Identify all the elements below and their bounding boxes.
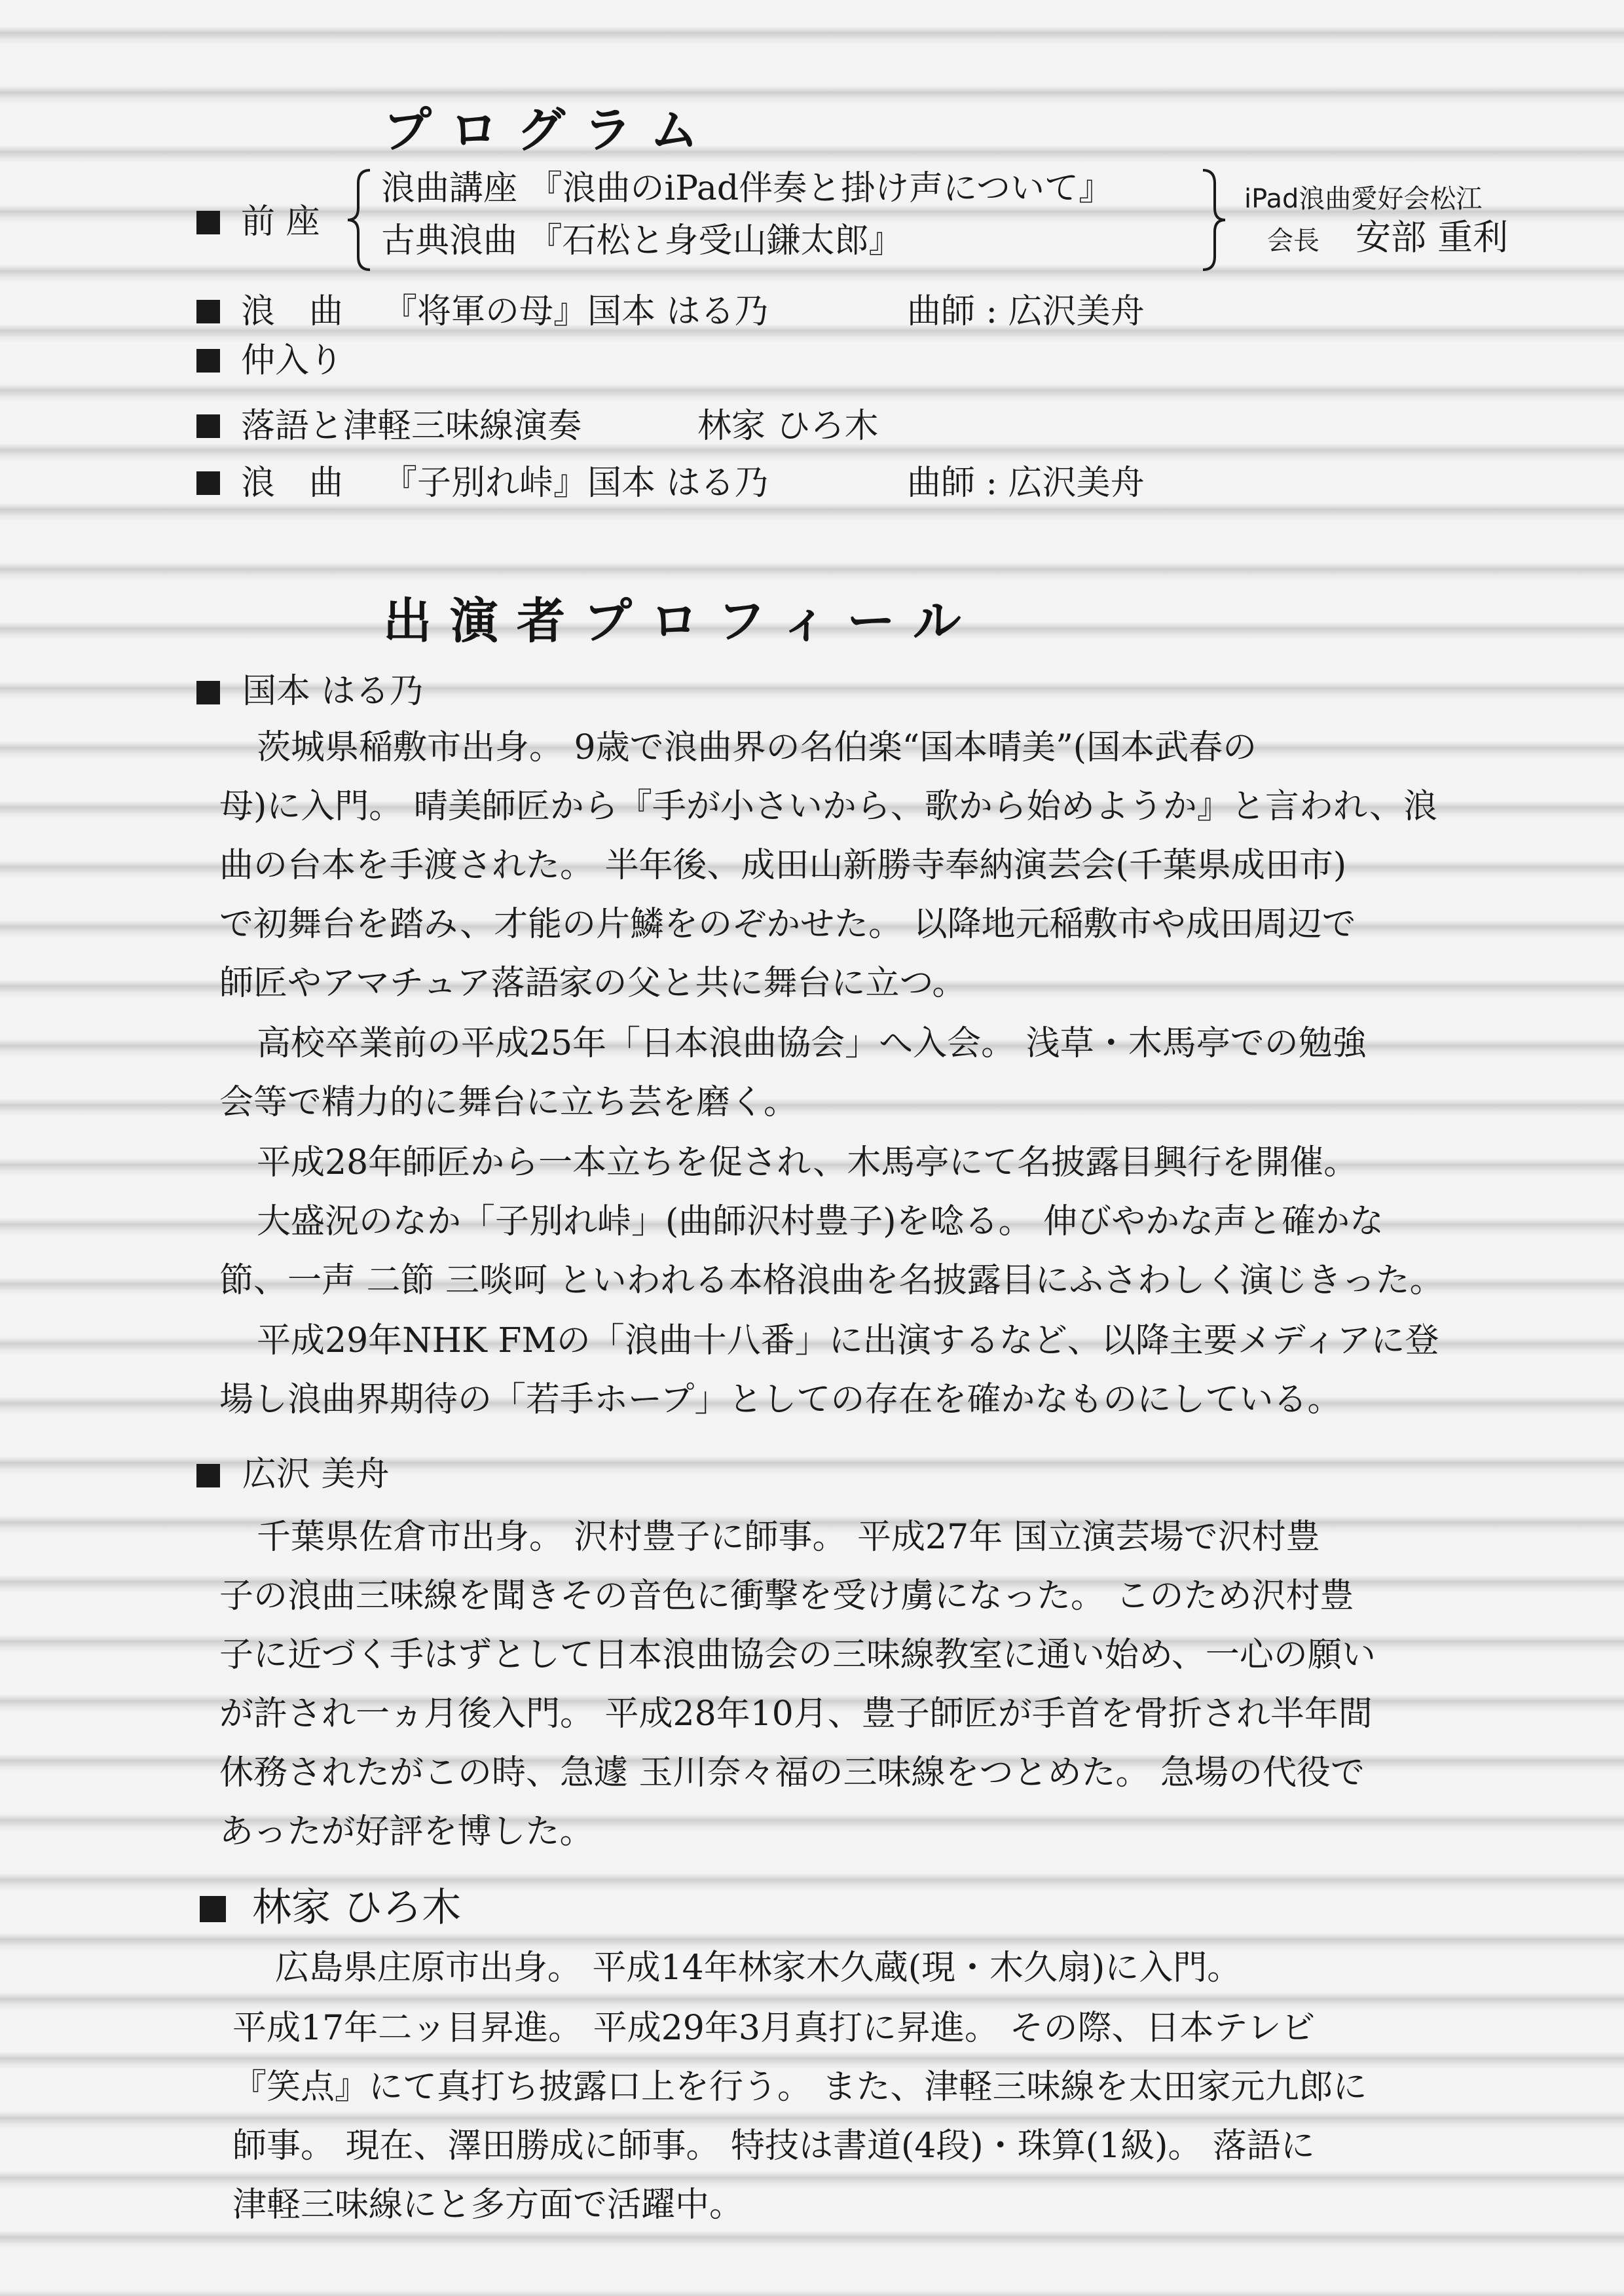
program-row-extra: 曲師 : 広沢美舟 <box>907 292 1145 331</box>
bullet-square-icon <box>196 349 220 373</box>
bullet-square-icon <box>196 211 220 234</box>
profile-line: 子に近づく手はずとして日本浪曲協会の三味線教室に通い始め、一心の願い <box>219 1635 1376 1675</box>
profile-line: 師事。 現在、澤田勝成に師事。 特技は書道(4段)・珠算(1級)。 落語に <box>232 2126 1315 2166</box>
program-row-title: 『子別れ峠』国本 はる乃 <box>383 464 769 503</box>
profile-line: 千葉県佐倉市出身。 沢村豊子に師事。 平成27年 国立演芸場で沢村豊 <box>257 1518 1320 1557</box>
profile-line: 『笑点』にて真打ち披露口上を行う。 また、津軽三味線を太田家元九郎に <box>232 2068 1367 2107</box>
profile-line: で初舞台を踏み、才能の片鱗をのぞかせた。 以降地元稲敷市や成田周辺で <box>219 905 1356 944</box>
profile-line: 子の浪曲三味線を聞きその音色に衝撃を受け虜になった。 このため沢村豊 <box>219 1576 1354 1616</box>
maeza-role: 会長 <box>1267 226 1320 256</box>
profile-line: 広島県庄原市出身。 平成14年林家木久蔵(現・木久扇)に入門。 <box>275 1948 1242 1988</box>
program-row-label: 落語と津軽三味線演奏 <box>241 407 582 446</box>
maeza-label: 前 座 <box>241 202 320 242</box>
profile-line: 母)に入門。 晴美師匠から『手が小さいから、歌から始めようか』と言われ、浪 <box>219 787 1437 826</box>
profiles-heading: 出演者プロフィール <box>383 593 980 649</box>
bullet-square-icon <box>196 300 220 323</box>
left-brace-icon <box>344 168 373 272</box>
profile-name-hayashiya: 林家 ひろ木 <box>252 1885 462 1931</box>
program-row-title: 『将軍の母』国本 はる乃 <box>383 292 769 331</box>
profile-line: 平成17年二ッ目昇進。 平成29年3月真打に昇進。 その際、日本テレビ <box>232 2009 1316 2048</box>
profile-line: 場し浪曲界期待の「若手ホープ」としての存在を確かなものにしている。 <box>219 1380 1342 1419</box>
profile-name-kunimoto: 国本 はる乃 <box>242 672 424 711</box>
program-row-extra: 曲師 : 広沢美舟 <box>907 464 1145 503</box>
profile-line: 曲の台本を手渡された。 半年後、成田山新勝寺奉納演芸会(千葉県成田市) <box>219 846 1347 885</box>
profile-line: が許され一ヵ月後入門。 平成28年10月、豊子師匠が手首を骨折され半年間 <box>219 1694 1373 1734</box>
program-row-title: 林家 ひろ木 <box>697 407 879 446</box>
profile-line: 大盛況のなか「子別れ峠」(曲師沢村豊子)を唸る。 伸びやかな声と確かな <box>257 1202 1384 1241</box>
program-row-label: 浪 曲 <box>241 292 344 331</box>
profile-line: 節、一声 二節 三啖呵 といわれる本格浪曲を名披露目にふさわしく演じきった。 <box>219 1261 1444 1300</box>
profile-line: 平成28年師匠から一本立ちを促され、木馬亭にて名披露目興行を開催。 <box>257 1143 1358 1182</box>
bullet-square-icon <box>196 414 220 438</box>
profile-line: 平成29年NHK FMの「浪曲十八番」に出演するなど、以降主要メディアに登 <box>257 1321 1439 1360</box>
maeza-item-lecture: 浪曲講座 『浪曲のiPad伴奏と掛け声について』 <box>381 169 1113 208</box>
profile-line: 津軽三味線にと多方面で活躍中。 <box>232 2185 744 2225</box>
profile-name-hirosawa: 広沢 美舟 <box>242 1455 390 1494</box>
maeza-item-classic: 古典浪曲 『石松と身受山鎌太郎』 <box>381 221 903 261</box>
program-heading: プログラム <box>383 102 717 158</box>
maeza-org: iPad浪曲愛好会松江 <box>1244 184 1483 214</box>
profile-line: 会等で精力的に舞台に立ち芸を磨く。 <box>219 1083 798 1122</box>
bullet-square-icon <box>200 1896 226 1922</box>
bullet-square-icon <box>196 1464 220 1487</box>
maeza-person: 安部 重利 <box>1356 217 1509 258</box>
bullet-square-icon <box>196 471 220 495</box>
profile-line: 師匠やアマチュア落語家の父と共に舞台に立つ。 <box>219 964 967 1003</box>
right-brace-icon <box>1200 168 1229 272</box>
bullet-square-icon <box>196 681 220 704</box>
profile-line: 高校卒業前の平成25年「日本浪曲協会」へ入会。 浅草・木馬亭での勉強 <box>257 1024 1367 1063</box>
program-row-label: 浪 曲 <box>241 464 344 503</box>
profile-line: 休務されたがこの時、急遽 玉川奈々福の三味線をつとめた。 急場の代役で <box>219 1753 1365 1793</box>
program-row-label: 仲入り <box>241 341 344 380</box>
profile-line: 茨城県稲敷市出身。 9歳で浪曲界の名伯楽“国本晴美”(国本武春の <box>257 728 1257 767</box>
profile-line: あったが好評を博した。 <box>219 1812 594 1851</box>
